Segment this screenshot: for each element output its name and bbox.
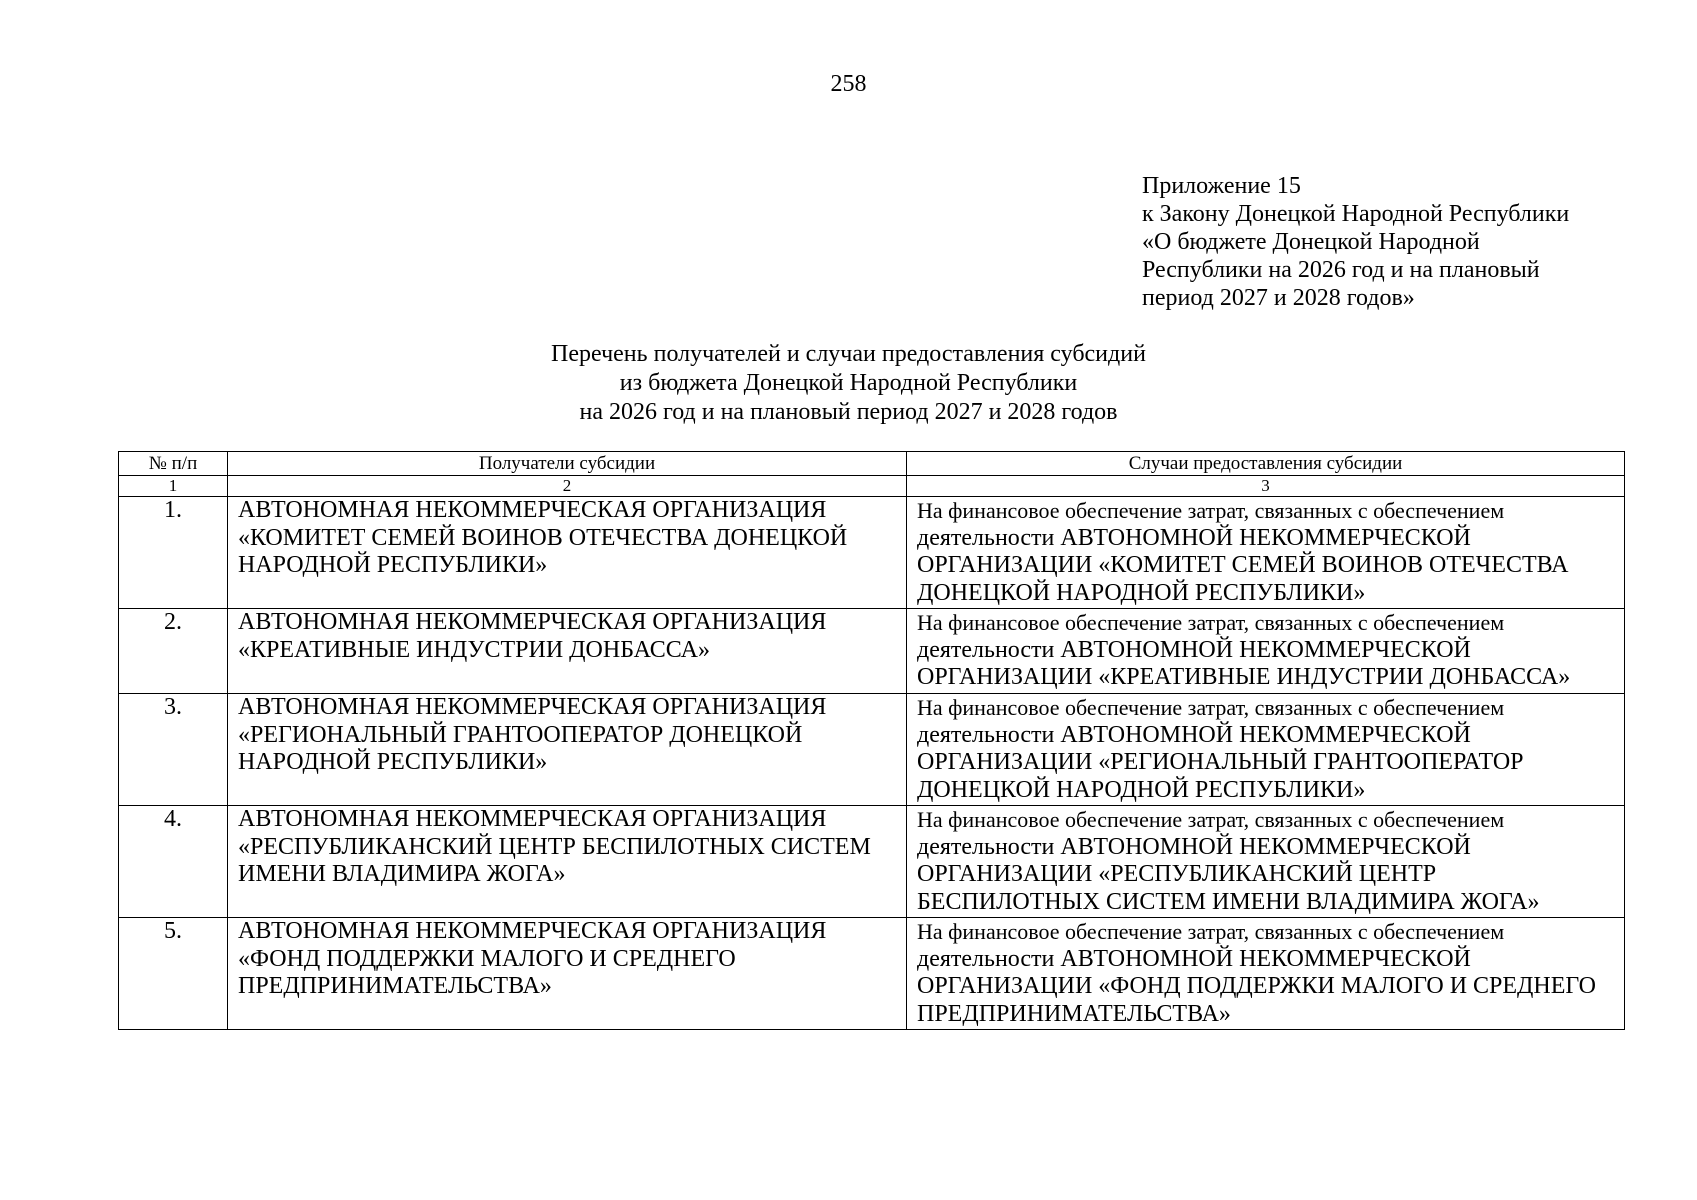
case-line: ОРГАНИЗАЦИИ «РЕСПУБЛИКАНСКИЙ ЦЕНТР xyxy=(917,861,1437,887)
case-line: деятельности АВТОНОМНОЙ НЕКОММЕРЧЕСКОЙ xyxy=(917,721,1471,748)
header-recipients: Получатели субсидии xyxy=(228,452,907,476)
recipient-line: АВТОНОМНАЯ НЕКОММЕРЧЕСКАЯ ОРГАНИЗАЦИЯ xyxy=(238,609,827,635)
case-line: деятельности АВТОНОМНОЙ НЕКОММЕРЧЕСКОЙ xyxy=(917,945,1471,972)
row-number: 3. xyxy=(119,694,228,806)
row-number: 2. xyxy=(119,609,228,694)
appendix-line: Республики на 2026 год и на плановый xyxy=(1142,257,1540,283)
subsidy-table xyxy=(118,451,1625,1030)
recipient-line: «КОМИТЕТ СЕМЕЙ ВОИНОВ ОТЕЧЕСТВА ДОНЕЦКОЙ xyxy=(238,524,848,551)
appendix-line: Приложение 15 xyxy=(1142,173,1301,199)
header-number: № п/п xyxy=(119,452,228,476)
recipient-line: НАРОДНОЙ РЕСПУБЛИКИ» xyxy=(238,749,548,775)
recipient-line: «ФОНД ПОДДЕРЖКИ МАЛОГО И СРЕДНЕГО xyxy=(238,945,736,972)
case-line: На финансовое обеспечение затрат, связанных с обеспечением xyxy=(917,807,1505,832)
appendix-line: к Закону Донецкой Народной Республики xyxy=(1142,201,1570,227)
column-number-row xyxy=(119,476,1625,497)
column-number: 3 xyxy=(907,476,1625,497)
row-number: 4. xyxy=(119,806,228,918)
case-line: ОРГАНИЗАЦИИ «КОМИТЕТ СЕМЕЙ ВОИНОВ ОТЕЧЕСТВА xyxy=(917,552,1569,578)
case-line: На финансовое обеспечение затрат, связанных с обеспечением xyxy=(917,919,1505,944)
header-row xyxy=(119,452,1625,476)
recipient-line: АВТОНОМНАЯ НЕКОММЕРЧЕСКАЯ ОРГАНИЗАЦИЯ xyxy=(238,918,827,944)
recipient-line: АВТОНОМНАЯ НЕКОММЕРЧЕСКАЯ ОРГАНИЗАЦИЯ xyxy=(238,806,827,832)
title-line: Перечень получателей и случаи предоставления субсидий xyxy=(551,341,1146,367)
recipient-line: ИМЕНИ ВЛАДИМИРА ЖОГА» xyxy=(238,861,566,887)
recipient-cell xyxy=(228,497,907,609)
header-cases: Случаи предоставления субсидии xyxy=(907,452,1625,476)
appendix-note xyxy=(1142,172,1662,312)
table-row xyxy=(119,609,1625,694)
recipient-cell xyxy=(228,806,907,918)
case-line: ПРЕДПРИНИМАТЕЛЬСТВА» xyxy=(917,1000,1231,1027)
case-cell xyxy=(907,497,1625,609)
case-cell xyxy=(907,918,1625,1030)
table-row xyxy=(119,694,1625,806)
case-line: ОРГАНИЗАЦИИ «РЕГИОНАЛЬНЫЙ ГРАНТООПЕРАТОР xyxy=(917,749,1524,775)
table-row xyxy=(119,806,1625,918)
column-number: 1 xyxy=(119,476,228,497)
case-line: На финансовое обеспечение затрат, связанных с обеспечением xyxy=(917,498,1505,523)
case-cell xyxy=(907,694,1625,806)
case-line: На финансовое обеспечение затрат, связанных с обеспечением xyxy=(917,695,1505,720)
case-cell xyxy=(907,609,1625,694)
page-number: 258 xyxy=(830,71,867,97)
case-line: ОРГАНИЗАЦИИ «ФОНД ПОДДЕРЖКИ МАЛОГО И СРЕДНЕГО xyxy=(917,973,1597,999)
recipient-line: ПРЕДПРИНИМАТЕЛЬСТВА» xyxy=(238,973,552,999)
title-line: на 2026 год и на плановый период 2027 и 2028 годов xyxy=(579,399,1118,425)
case-line: ДОНЕЦКОЙ НАРОДНОЙ РЕСПУБЛИКИ» xyxy=(917,776,1366,803)
recipient-cell xyxy=(228,694,907,806)
recipient-line: АВТОНОМНАЯ НЕКОММЕРЧЕСКАЯ ОРГАНИЗАЦИЯ xyxy=(238,497,827,523)
recipient-line: «РЕСПУБЛИКАНСКИЙ ЦЕНТР БЕСПИЛОТНЫХ СИСТЕМ xyxy=(238,833,871,860)
title-line: из бюджета Донецкой Народной Республики xyxy=(619,370,1078,396)
recipient-cell xyxy=(228,609,907,694)
row-number: 1. xyxy=(119,497,228,609)
table-row xyxy=(119,497,1625,609)
recipient-line: АВТОНОМНАЯ НЕКОММЕРЧЕСКАЯ ОРГАНИЗАЦИЯ xyxy=(238,694,827,720)
recipient-line: «РЕГИОНАЛЬНЫЙ ГРАНТООПЕРАТОР ДОНЕЦКОЙ xyxy=(238,721,803,748)
case-line: БЕСПИЛОТНЫХ СИСТЕМ ИМЕНИ ВЛАДИМИРА ЖОГА» xyxy=(917,888,1540,915)
case-line: ОРГАНИЗАЦИИ «КРЕАТИВНЫЕ ИНДУСТРИИ ДОНБАССА» xyxy=(917,664,1571,690)
row-number: 5. xyxy=(119,918,228,1030)
case-line: ДОНЕЦКОЙ НАРОДНОЙ РЕСПУБЛИКИ» xyxy=(917,579,1366,606)
document-title xyxy=(0,340,1697,427)
case-line: деятельности АВТОНОМНОЙ НЕКОММЕРЧЕСКОЙ xyxy=(917,833,1471,860)
appendix-line: «О бюджете Донецкой Народной xyxy=(1142,229,1480,255)
case-line: деятельности АВТОНОМНОЙ НЕКОММЕРЧЕСКОЙ xyxy=(917,524,1471,551)
table-row xyxy=(119,918,1625,1030)
recipient-line: «КРЕАТИВНЫЕ ИНДУСТРИИ ДОНБАССА» xyxy=(238,636,710,663)
recipient-line: НАРОДНОЙ РЕСПУБЛИКИ» xyxy=(238,552,548,578)
appendix-line: период 2027 и 2028 годов» xyxy=(1142,285,1415,311)
column-number: 2 xyxy=(228,476,907,497)
case-line: деятельности АВТОНОМНОЙ НЕКОММЕРЧЕСКОЙ xyxy=(917,636,1471,663)
recipient-cell xyxy=(228,918,907,1030)
case-cell xyxy=(907,806,1625,918)
case-line: На финансовое обеспечение затрат, связанных с обеспечением xyxy=(917,610,1505,635)
